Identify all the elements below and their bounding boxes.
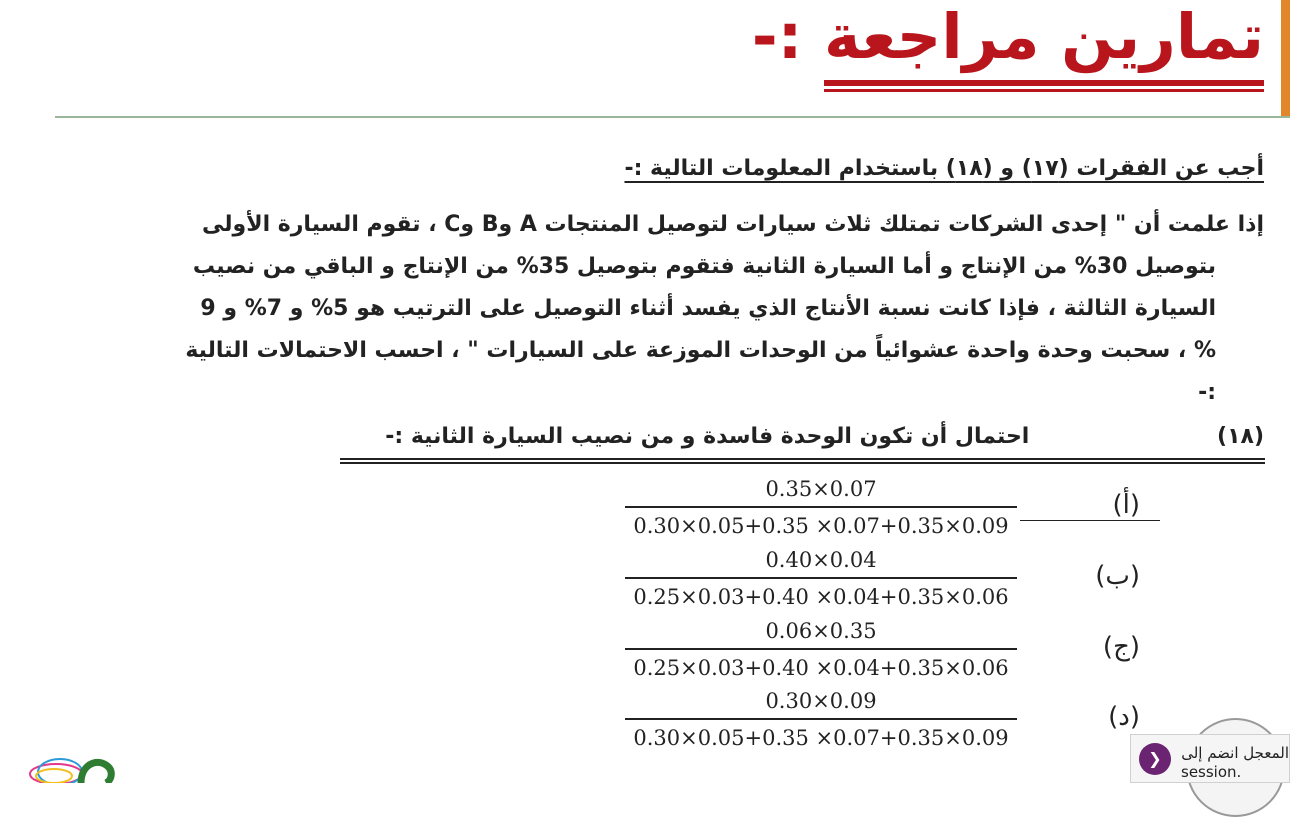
problem-line: بتوصيل 30% من الإنتاج و أما السيارة الثانية فتقوم بتوصيل 35% من الإنتاج و الباقي من نصيب [192, 254, 1216, 279]
denominator: 0.30×0.05+0.35 ×0.07+0.35×0.09 [633, 726, 1009, 750]
accent-bar [1281, 0, 1290, 116]
fraction [625, 543, 1017, 613]
option-d [620, 684, 1150, 754]
title-underline-thin [824, 89, 1264, 92]
chevron-right-icon: ❯ [1139, 743, 1171, 775]
option-label: (ب) [1095, 561, 1140, 591]
option-c [620, 614, 1150, 684]
fraction [625, 614, 1017, 684]
question-text: احتمال أن تكون الوحدة فاسدة و من نصيب السيارة الثانية :- [385, 424, 1030, 449]
problem-line: إذا علمت أن " إحدى الشركات تمتلك ثلاث سيارات لتوصيل المنتجات A وB وC ، تقوم السيارة الأولى [202, 212, 1264, 237]
denominator: 0.25×0.03+0.40 ×0.04+0.35×0.06 [633, 656, 1009, 680]
numerator: 0.35×0.07 [765, 477, 877, 501]
question-number: (١٨) [1217, 424, 1264, 449]
problem-line: :- [1198, 380, 1216, 405]
denominator: 0.30×0.05+0.35 ×0.07+0.35×0.09 [633, 514, 1009, 538]
option-a [620, 472, 1150, 542]
numerator: 0.30×0.09 [765, 689, 877, 713]
session-notification[interactable] [1130, 734, 1290, 783]
instruction-text: أجب عن الفقرات (١٧) و (١٨) باستخدام المعلومات التالية :- [624, 156, 1264, 181]
title-underline [824, 80, 1264, 86]
problem-line: السيارة الثالثة ، فإذا كانت نسبة الأنتاج الذي يفسد أثناء التوصيل على الترتيب هو 5% و 7% و 9 [200, 296, 1216, 321]
problem-line: % ، سحبت وحدة واحدة عشوائياً من الوحدات الموزعة على السيارات " ، احسب الاحتمالات التالية [185, 338, 1216, 363]
option-label: (د) [1108, 702, 1140, 732]
option-label: (ج) [1102, 632, 1140, 662]
option-b [620, 543, 1150, 613]
question-underline [340, 458, 1265, 460]
slide-title: تمارين مراجعة :- [751, 0, 1264, 73]
numerator: 0.06×0.35 [765, 619, 877, 643]
option-label: (أ) [1112, 490, 1140, 520]
option-line [1020, 520, 1160, 521]
notification-text-2: session. [1181, 763, 1242, 781]
fraction [625, 684, 1017, 754]
problem-statement [69, 204, 1264, 414]
divider [55, 116, 1290, 118]
fraction [625, 472, 1017, 542]
logo-icon [26, 740, 126, 783]
notification-text: المعجل انضم إلى [1181, 744, 1289, 762]
question-underline-thin [340, 462, 1265, 464]
question [385, 424, 1264, 449]
denominator: 0.25×0.03+0.40 ×0.04+0.35×0.06 [633, 585, 1009, 609]
numerator: 0.40×0.04 [765, 548, 877, 572]
